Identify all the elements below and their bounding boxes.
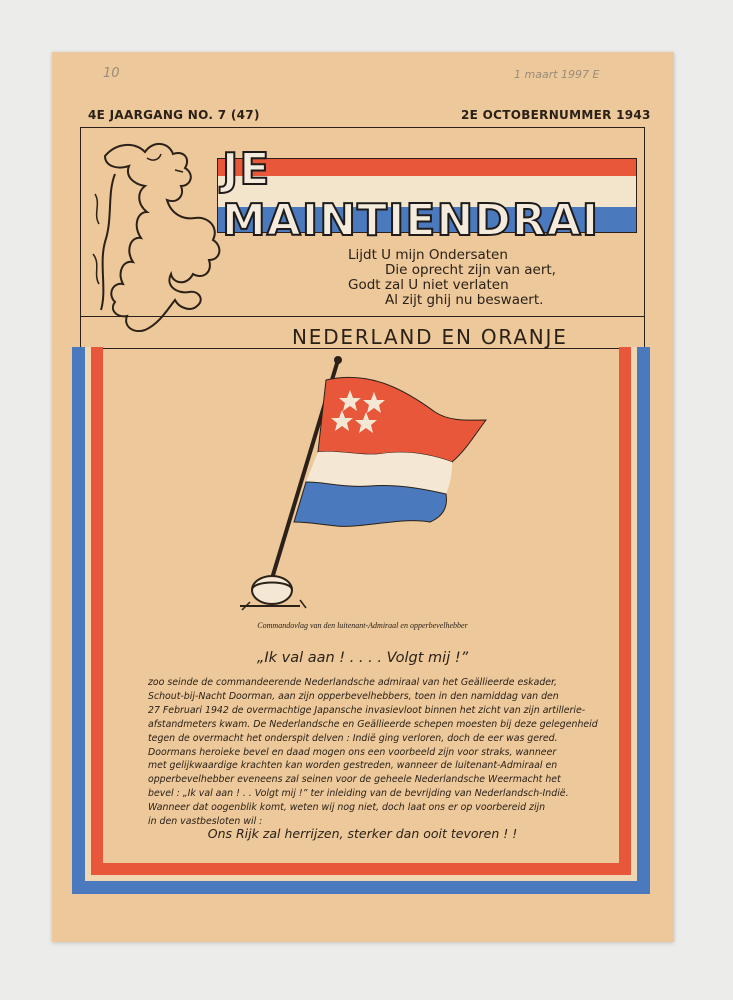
commando-flag-icon [230, 350, 500, 620]
article-line: Schout-bij-Nacht Doorman, aan zijn opperbevelhebbers, toen in den namiddag van den [148, 690, 559, 702]
handwritten-number: 10 [103, 66, 120, 81]
article-line: zoo seinde de commandeerende Nederlandsche admiraal van het Geällieerde eskader, [148, 677, 558, 688]
verse-line: Die oprecht zijn van aert, [385, 262, 556, 278]
verse-line: Lijdt U mijn Ondersaten [348, 247, 508, 263]
article-line: afstandmeters kwam. De Nederlandsche en Geällieerde schepen moesten bij deze gelegenheid [148, 718, 598, 730]
article-line: opperbevelhebber eveneens zal seinen voor de geheele Nederlandsche Weermacht het [148, 774, 561, 786]
masthead-subtitle: NEDERLAND EN ORANJE [292, 325, 568, 349]
verse-line: Godt zal U niet verlaten [348, 277, 509, 293]
verse-line: Al zijt ghij nu beswaert. [385, 292, 544, 308]
volume-number: 4E JAARGANG NO. 7 (47) [88, 108, 260, 122]
article-line: met gelijkwaardige krachten kan worden gestreden, wanneer de luitenant-Admiraal en [148, 760, 558, 772]
article-line: in den vastbesloten wil : [148, 816, 263, 828]
article-line: bevel : „Ik val aan ! . . Volgt mij !” ter inleiding van de bevrijding van Nederlandsch-Indië. [148, 788, 569, 800]
article-line: Wanneer dat oogenblik komt, weten wij nog niet, doch laat ons er op voorbereid zijn [148, 802, 546, 814]
article-closing: Ons Rijk zal herrijzen, sterker dan ooit tevoren ! ! [207, 826, 518, 841]
edition-date: 2E OCTOBERNUMMER 1943 [461, 108, 651, 122]
lion-icon [87, 134, 237, 339]
article-line: Doormans heroieke bevel en daad mogen ons een voorbeeld zijn voor straks, wanneer [148, 746, 557, 758]
flag-caption: Commandovlag van den luitenant-Admiraal en opperbevelhebber [257, 621, 468, 630]
article-line: tegen de overmacht het onderspit delven : Indië ging verloren, doch de eer was gered. [148, 732, 558, 744]
article-body [148, 676, 598, 829]
article-headline: „Ik val aan ! . . . . Volgt mij !” [256, 650, 469, 666]
article-line: 27 Februari 1942 de overmachtige Japansche invasievloot binnen het zicht van zijn artillerie- [148, 704, 586, 716]
newspaper-title: JE MAINTIENDRAI [222, 144, 600, 246]
handwritten-date: 1 maart 1997 E [514, 68, 600, 81]
